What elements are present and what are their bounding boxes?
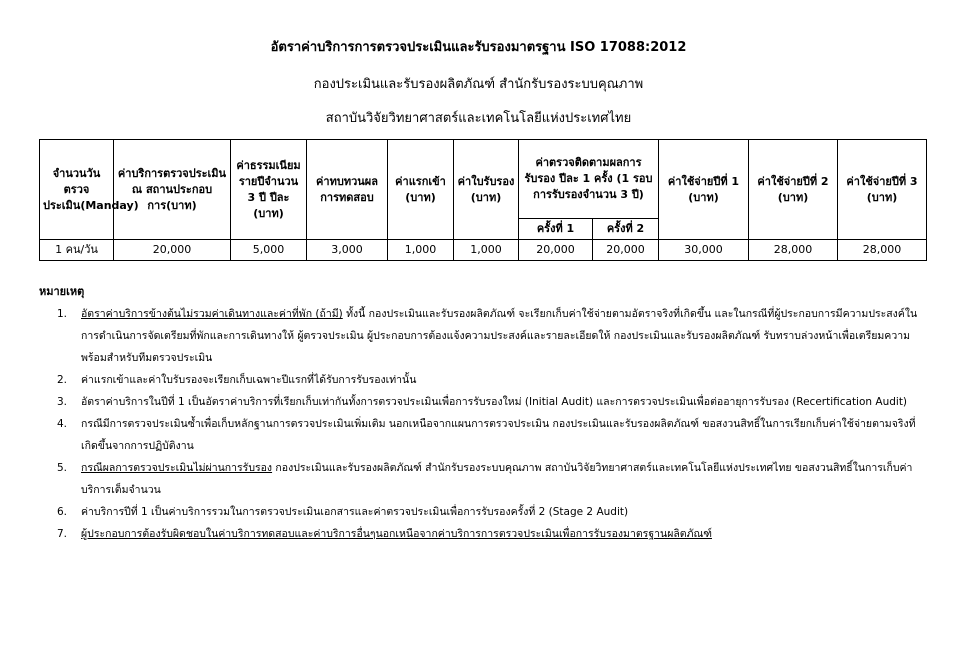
note-number: 4.: [57, 418, 68, 430]
note-item: [57, 523, 925, 545]
header-certificate-fee: ค่าใบรับรอง (บาท): [454, 140, 519, 240]
header-review-fee: ค่าทบทวนผลการทดสอบ: [307, 140, 388, 240]
notes-heading: หมายเหตุ: [39, 285, 85, 298]
note-text: ทั้งนี้ กองประเมินและรับรองผลิตภัณฑ์ จะเรียกเก็บค่าใช้จ่ายตามอัตราจริงที่เกิดขึ้น และในกรณีที่ผู้ประกอบการมีความประสงค์ในการดำเนินการจัดเตรียมที่พักและการเดินทางให้ ผู้ตรวจประเมิน ผู้ประกอบการต้องแจ้งความประสงค์และรายละเอียดให้ กองประเมินและรับรองผลิตภัณฑ์ รับทราบล่วงหน้าเพื่อเตรียมความพร้อมสำหรับทีมตรวจประเมิน: [81, 308, 918, 364]
cell-entrance-fee: 1,000: [388, 240, 454, 261]
department-name: กองประเมินและรับรองผลิตภัณฑ์ สำนักรับรองระบบคุณภาพ: [313, 77, 644, 92]
note-item: [57, 303, 925, 369]
document-title: อัตราค่าบริการการตรวจประเมินและรับรองมาตรฐาน ISO 17088:2012: [270, 40, 687, 55]
note-text: กรณีมีการตรวจประเมินซ้ำเพื่อเก็บหลักฐานการตรวจประเมินเพิ่มเติม นอกเหนือจากแผนการตรวจประเมิน กองประเมินและรับรองผลิตภัณฑ์ ขอสงวนสิทธิ์ในการเรียกเก็บค่าใช้จ่ายตามจริงที่เกิดขึ้นจากการปฏิบัติงาน: [81, 418, 916, 452]
table-row: [40, 240, 927, 261]
note-number: 7.: [57, 528, 68, 540]
note-text: อัตราค่าบริการในปีที่ 1 เป็นอัตราค่าบริการที่เรียกเก็บเท่ากันทั้งการตรวจประเมินเพื่อการรับรองใหม่ (Initial Audit) และการตรวจประเมินเพื่อต่ออายุการรับรอง (Recertification Audit): [81, 396, 908, 408]
note-item: [57, 391, 925, 413]
header-manday: จำนวนวันตรวจประเมิน(Manday): [40, 140, 114, 240]
note-underlined-text: กรณีผลการตรวจประเมินไม่ผ่านการรับรอง: [81, 462, 273, 474]
cell-review-fee: 3,000: [307, 240, 388, 261]
cell-manday: 1 คน/วัน: [40, 240, 114, 261]
cell-year2-cost: 28,000: [749, 240, 838, 261]
header-on-site-fee: ค่าบริการตรวจประเมิน ณ สถานประกอบการ(บาท): [114, 140, 231, 240]
cell-year3-cost: 28,000: [838, 240, 927, 261]
note-text: ค่าแรกเข้าและค่าใบรับรองจะเรียกเก็บเฉพาะปีแรกที่ได้รับการรับรองเท่านั้น: [81, 374, 417, 386]
cell-annual-fee: 5,000: [231, 240, 307, 261]
header-surveillance-round2: ครั้งที่ 2: [593, 219, 659, 240]
note-number: 5.: [57, 462, 68, 474]
institute-name: สถาบันวิจัยวิทยาศาสตร์และเทคโนโลยีแห่งประเทศไทย: [325, 111, 632, 126]
header-surveillance-round1: ครั้งที่ 1: [519, 219, 593, 240]
cell-certificate-fee: 1,000: [454, 240, 519, 261]
note-number: 1.: [57, 308, 68, 320]
cell-surveillance-round1: 20,000: [519, 240, 593, 261]
notes-list: [57, 303, 925, 545]
note-item: [57, 501, 925, 523]
header-year1-cost: ค่าใช้จ่ายปีที่ 1 (บาท): [659, 140, 749, 240]
header-year2-cost: ค่าใช้จ่ายปีที่ 2 (บาท): [749, 140, 838, 240]
header-entrance-fee: ค่าแรกเข้า (บาท): [388, 140, 454, 240]
fee-table: [39, 139, 927, 261]
note-underlined-text: ผู้ประกอบการต้องรับผิดชอบในค่าบริการทดสอบและค่าบริการอื่นๆนอกเหนือจากค่าบริการการตรวจประเมินเพื่อการรับรองมาตรฐานผลิตภัณฑ์: [81, 528, 712, 540]
note-item: [57, 413, 925, 457]
header-annual-fee: ค่าธรรมเนียมรายปีจำนวน 3 ปี ปีละ (บาท): [231, 140, 307, 240]
cell-surveillance-round2: 20,000: [593, 240, 659, 261]
note-text: กองประเมินและรับรองผลิตภัณฑ์ สำนักรับรองระบบคุณภาพ สถาบันวิจัยวิทยาศาสตร์และเทคโนโลยีแห่งประเทศไทย ขอสงวนสิทธิ์ในการเก็บค่าบริการเต็มจำนวน: [81, 462, 913, 496]
note-item: [57, 369, 925, 391]
note-number: 6.: [57, 506, 68, 518]
note-number: 3.: [57, 396, 68, 408]
header-surveillance-fee: ค่าตรวจติดตามผลการรับรอง ปีละ 1 ครั้ง (1 รอบการรับรองจำนวน 3 ปี): [519, 140, 659, 219]
header-year3-cost: ค่าใช้จ่ายปีที่ 3 (บาท): [838, 140, 927, 240]
note-underlined-text: อัตราค่าบริการข้างต้นไม่รวมค่าเดินทางและค่าที่พัก (ถ้ามี): [81, 308, 343, 320]
note-item: [57, 457, 925, 501]
note-text: ค่าบริการปีที่ 1 เป็นค่าบริการรวมในการตรวจประเมินเอกสารและค่าตรวจประเมินเพื่อการรับรองครั้งที่ 2 (Stage 2 Audit): [81, 506, 629, 518]
cell-on-site-fee: 20,000: [114, 240, 231, 261]
cell-year1-cost: 30,000: [659, 240, 749, 261]
note-number: 2.: [57, 374, 68, 386]
